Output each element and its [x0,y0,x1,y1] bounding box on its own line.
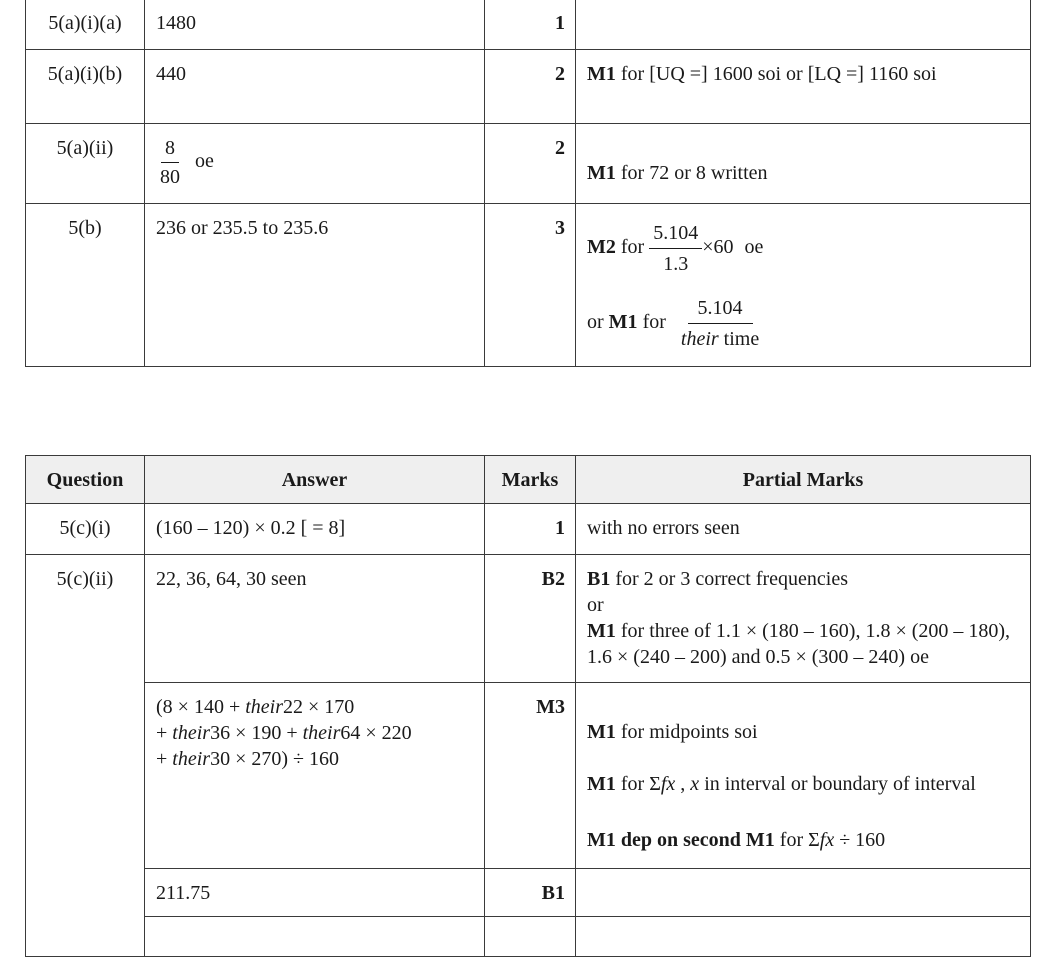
partial-marks-cell: with no errors seen [576,504,1031,555]
answer-suffix: oe [195,150,214,173]
marks-cell: B1 [485,869,576,917]
partial-marks-cell [576,50,1031,124]
mark-code: B1 [587,568,611,590]
answer-cell: 440 [145,50,485,124]
partial-text: oe [744,236,764,259]
mark-code: M1 [587,773,616,795]
italic-text: their [302,722,341,744]
marks-cell: 1 [485,504,576,555]
marks-cell: 3 [485,204,576,367]
answer-text: 36 × 190 + [210,722,303,744]
fraction-numerator: 5.104 [688,293,753,324]
italic-text: fx [660,773,676,795]
fraction-denominator: 1.3 [663,253,689,275]
partial-text: time [718,328,760,350]
fraction-numerator: 5.104 [649,218,702,249]
column-header-question: Question [26,456,145,504]
mark-code: M1 [587,620,616,642]
formula-fraction [677,293,763,354]
mark-scheme-table-bottom [25,455,1031,957]
answer-fraction [156,134,184,191]
table-row [26,683,1031,869]
question-cell: 5(a)(ii) [26,124,145,204]
marks-cell: 1 [485,0,576,50]
answer-cell: 22, 36, 64, 30 seen [145,555,485,683]
partial-text: for 2 or 3 correct frequencies [610,568,848,590]
formula-fraction [649,218,702,279]
italic-text: their [172,748,211,770]
answer-text: 64 × 220 [340,722,412,744]
table-row [26,869,1031,917]
mark-code: M2 [587,236,616,259]
partial-text: ×60 [702,236,734,259]
answer-text: 30 × 270) ÷ 160 [210,748,339,770]
fraction-numerator: 8 [161,134,179,163]
partial-text: for midpoints soi [615,721,758,743]
fraction-denominator: 80 [160,166,180,188]
header-row [26,456,1031,504]
table-row [26,204,1031,367]
partial-text: for Σ [774,829,820,851]
answer-text: + [156,748,173,770]
table-row [26,0,1031,50]
answer-text: (8 × 140 + [156,696,246,718]
answer-cell: 236 or 235.5 to 235.6 [145,204,485,367]
partial-text: , [675,773,691,795]
answer-text: + [156,722,173,744]
question-cell: 5(c)(i) [26,504,145,555]
table-row [26,124,1031,204]
partial-text: or [587,594,604,616]
partial-text: ÷ 160 [834,829,886,851]
marks-cell: 2 [485,50,576,124]
partial-text: for Σ [615,773,661,795]
mark-scheme-table-top [25,0,1031,367]
partial-text: or [587,311,609,334]
answer-cell: (160 – 120) × 0.2 [ = 8] [145,504,485,555]
question-cell: 5(a)(i)(b) [26,50,145,124]
m1-line [587,293,1030,354]
answer-cell [145,124,485,204]
answer-cell: 211.75 [145,869,485,917]
column-header-partial-marks: Partial Marks [576,456,1031,504]
partial-marks-cell [576,869,1031,917]
italic-text: their [680,328,719,350]
partial-text: for [615,236,645,259]
marks-cell: 2 [485,124,576,204]
table-row [26,555,1031,683]
partial-marks-cell [576,204,1031,367]
partial-text: for [637,311,666,334]
marks-cell: M3 [485,683,576,869]
partial-marks-cell [576,683,1031,869]
question-cell: 5(c)(ii) [26,555,145,957]
partial-marks-cell [576,124,1031,204]
partial-text: for 72 or 8 written [615,162,768,184]
fraction-denominator [677,324,763,354]
table-row [26,50,1031,124]
italic-text: x [690,773,700,795]
answer-text: 22 × 170 [283,696,355,718]
italic-text: their [245,696,283,718]
partial-text: for [UQ =] 1600 soi or [LQ =] 1160 soi [615,63,937,85]
italic-text: their [172,722,211,744]
question-cell: 5(b) [26,204,145,367]
partial-marks-cell [576,0,1031,50]
answer-cell: 1480 [145,0,485,50]
partial-text: in interval or boundary of interval [699,773,976,795]
marks-cell: B2 [485,555,576,683]
mark-code: M1 [608,311,638,334]
column-header-marks: Marks [485,456,576,504]
question-cell: 5(a)(i)(a) [26,0,145,50]
mark-code: M1 [587,63,616,85]
mark-code: M1 dep on second M1 [587,829,775,851]
mark-code: M1 [587,162,616,184]
partial-marks-cell [576,555,1031,683]
m2-line [587,218,1030,279]
partial-text: for three of 1.1 × (180 – 160), 1.8 × (200 – 180), 1.6 × (240 – 200) and 0.5 × (300 – 240) oe [587,620,1011,668]
table-row [26,504,1031,555]
italic-text: fx [819,829,835,851]
answer-cell [145,683,485,869]
column-header-answer: Answer [145,456,485,504]
mark-code: M1 [587,721,616,743]
